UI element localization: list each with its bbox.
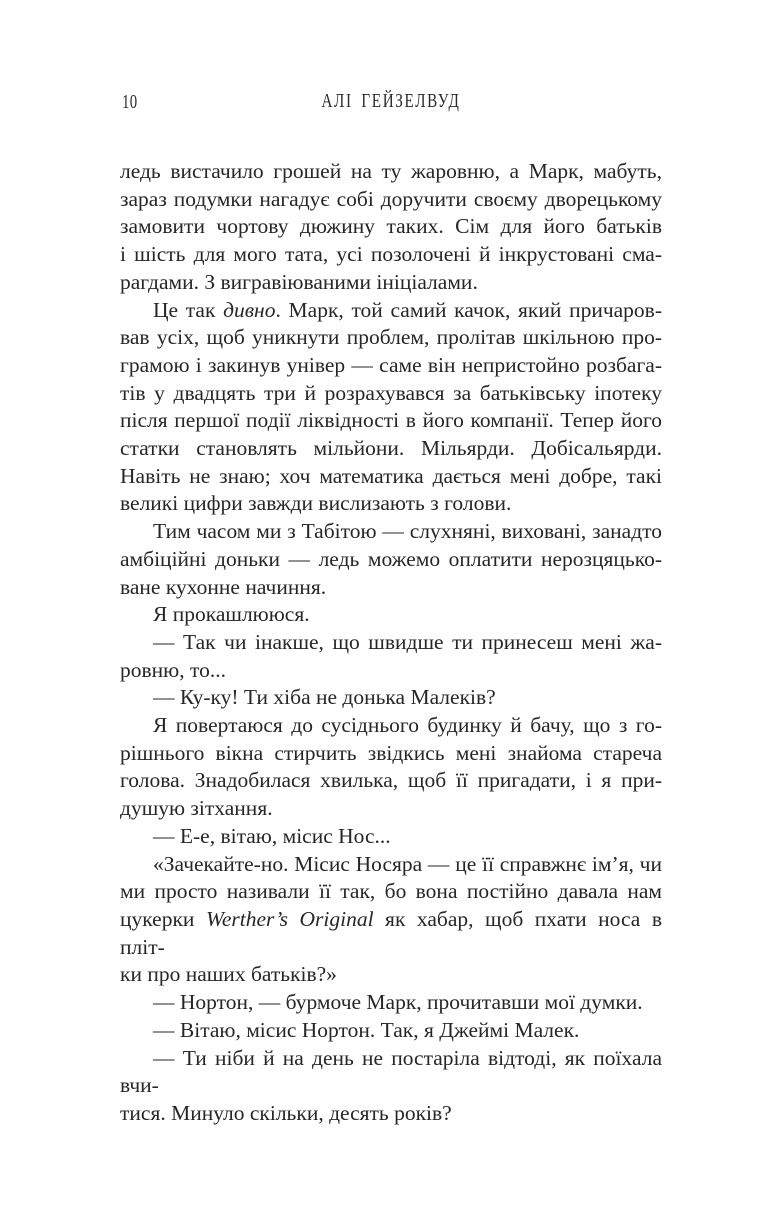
paragraph: [120, 712, 662, 823]
text-line: тися. Минуло скільки, десять років?: [120, 1100, 452, 1125]
text-line: — Е-е, вітаю, місис Нос...: [153, 823, 391, 848]
text-line: Навіть не знаю; хоч математика дається мені добре, такі: [120, 463, 662, 488]
text-line: грамою і закинув універ — саме він непристойно розбага-: [120, 352, 662, 377]
paragraph: [120, 158, 662, 297]
text-line: великі цифри завжди вислизають з голови.: [120, 491, 512, 516]
text-line: Це так дивно. Марк, той самий качок, який причаров-: [153, 297, 662, 322]
paragraph: [120, 989, 662, 1017]
text-line: ми просто називали її так, бо вона постійно давала нам: [120, 879, 662, 904]
text-line: цукерки Werther’s Original як хабар, щоб пхати носа в пліт-: [120, 906, 662, 959]
text-line: ровню, то...: [120, 657, 226, 682]
text-line: — Ти ніби й на день не постаріла відтоді, як поїхала вчи-: [120, 1045, 662, 1098]
text-line: Я прокашлююся.: [153, 602, 310, 627]
paragraph: [120, 518, 662, 601]
text-line: амбіційні доньки — ледь можемо оплатити нерозцяцько-: [120, 546, 662, 571]
text-line: ване кухонне начиння.: [120, 574, 327, 599]
text-line: «Зачекайте-но. Місис Носяра — це її справжнє ім’я, чи: [153, 851, 662, 876]
text-line: і шість для мого тата, усі позолочені й інкрустовані сма-: [120, 242, 662, 267]
text-line: ки про наших батьків?»: [120, 962, 337, 987]
text-line: — Вітаю, місис Нортон. Так, я Джеймі Малек.: [153, 1017, 580, 1042]
paragraph: [120, 601, 662, 629]
paragraph: [120, 1017, 662, 1045]
text-line: статки становлять мільйони. Мільярди. Добісальярди.: [120, 436, 662, 461]
text-line: замовити чортову дюжину таких. Сім для його батьків: [120, 214, 662, 239]
text-line: тів у двадцять три й розрахувався за батьківську іпотеку: [120, 380, 662, 405]
paragraph: [120, 684, 662, 712]
paragraph: [120, 851, 662, 990]
page-number: 10: [122, 91, 138, 114]
text-line: зараз подумки нагадує собі доручити своєму дворецькому: [120, 186, 662, 211]
text-line: голова. Знадобилася хвилька, щоб її пригадати, і я при-: [120, 768, 662, 793]
text-line: — Ку-ку! Ти хіба не донька Малеків?: [153, 685, 496, 710]
running-head: [120, 91, 662, 115]
text-line: після першої події ліквідності в його компанії. Тепер його: [120, 408, 662, 433]
paragraph: [120, 629, 662, 684]
text-line: вав усіх, щоб уникнути проблем, пролітав шкільною про-: [120, 325, 662, 350]
running-header: АЛІ ГЕЙЗЕЛВУД: [321, 91, 461, 113]
text-line: Я повертаюся до сусіднього будинку й бачу, що з го-: [153, 713, 662, 738]
text-line: — Нортон, — бурмоче Марк, прочитавши мої думки.: [153, 990, 643, 1015]
text-line: — Так чи інакше, що швидше ти принесеш мені жа-: [153, 629, 662, 654]
paragraph: [120, 823, 662, 851]
text-line: рішнього вікна стирчить звідкись мені знайома стареча: [120, 740, 662, 765]
paragraph: [120, 1045, 662, 1128]
text-line: ледь вистачило грошей на ту жаровню, а Марк, мабуть,: [120, 159, 662, 183]
text-line: душую зітхання.: [120, 796, 273, 821]
paragraph: [120, 297, 662, 519]
text-line: рагдами. З вигравіюваними ініціалами.: [120, 269, 478, 294]
text-line: Тим часом ми з Табітою — слухняні, виховані, занадто: [153, 519, 662, 544]
page-body-text: [120, 158, 662, 1128]
